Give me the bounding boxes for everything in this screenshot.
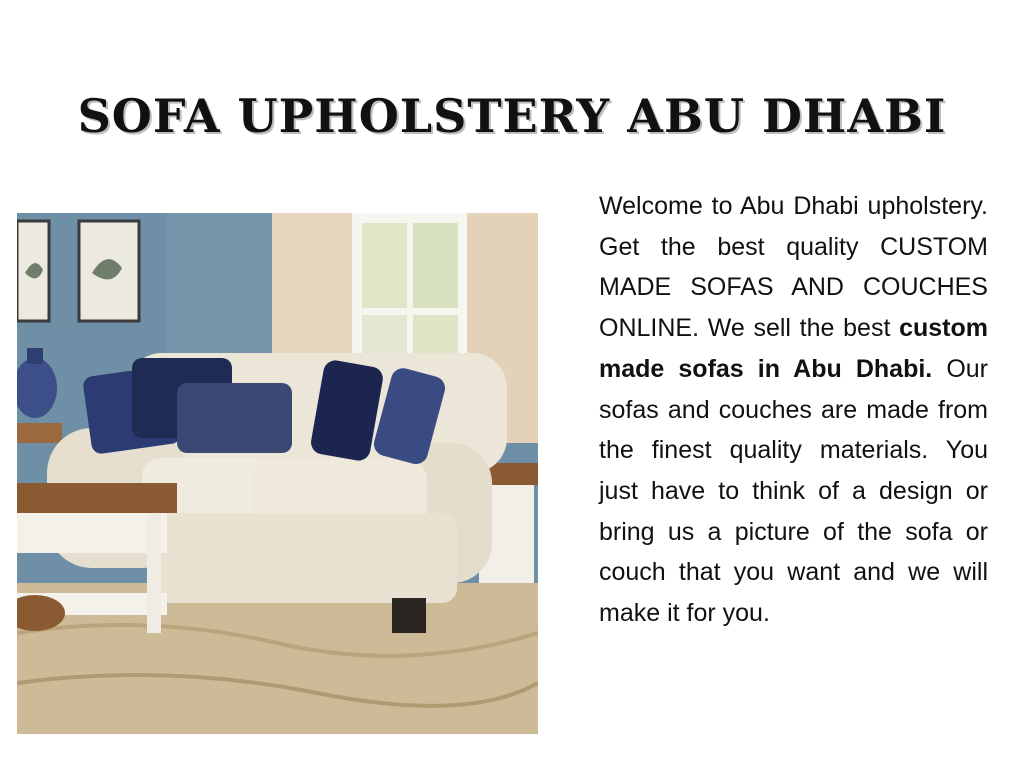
slide-title: SOFA UPHOLSTERY ABU DHABI	[77, 88, 947, 143]
description-paragraph	[599, 186, 988, 634]
description-text-rest: Our sofas and couches are made from the finest quality materials. You just have to think of a design or bring us a picture of the sofa or couch that you want and we will make it for you.	[599, 354, 988, 628]
description-text-highlight: custom made sofas in Abu Dhabi.	[599, 314, 988, 383]
sofa-photo	[17, 213, 538, 734]
description-text-intro: Welcome to Abu Dhabi upholstery. Get the best quality CUSTOM MADE SOFAS AND COUCHES ONLINE. We sell the best	[599, 192, 988, 343]
